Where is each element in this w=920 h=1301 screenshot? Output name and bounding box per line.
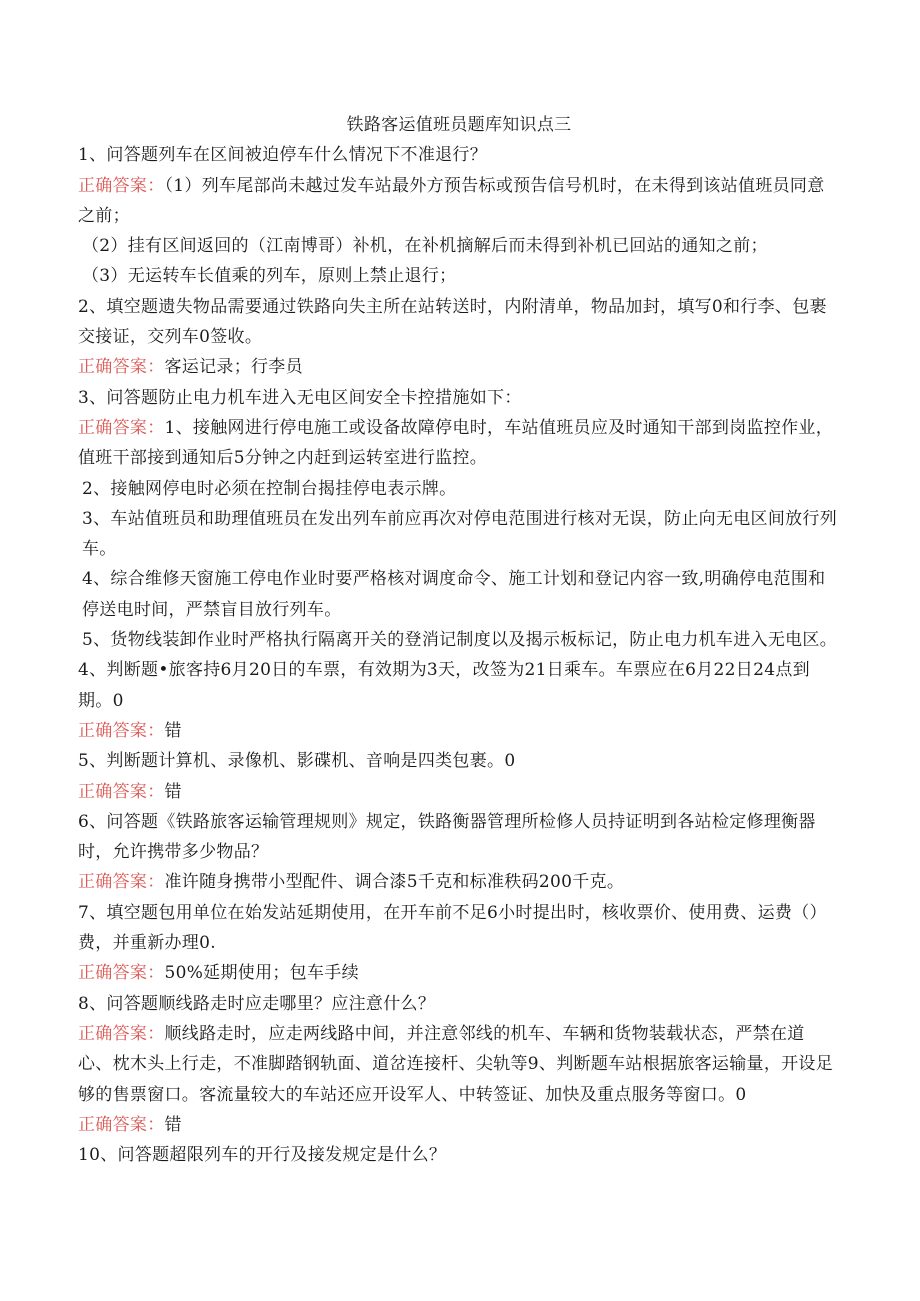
block-text: 1、接触网进行停电施工或设备故障停电时，车站值班员应及时通知干部到岗监控作业，值班干部接到通知后5分钟之内赶到运转室进行监控。 (78, 417, 834, 469)
question (78, 746, 838, 776)
block-text: 2、填空题遗失物品需要通过铁路向失主所在站转送时，内附清单，物品加封，填写0和行李、包裹交接证，交列车0签收。 (78, 296, 827, 348)
block-text: 错 (164, 781, 182, 802)
question (78, 140, 838, 170)
answer-label: 正确答案： (78, 1023, 165, 1044)
answer (78, 171, 838, 232)
answer-label: 正确答案： (78, 357, 165, 378)
block-text: 5、货物线装卸作业时严格执行隔离开关的登消记制度以及揭示板标记，防止电力机车进入无电区。 (82, 630, 838, 651)
answer-continuation (78, 564, 838, 625)
answer (78, 1110, 838, 1140)
question (78, 898, 838, 959)
document-title: 铁路客运值班员题库知识点三 (346, 115, 572, 135)
question (78, 807, 838, 868)
question (78, 1140, 838, 1170)
answer-label: 正确答案： (78, 417, 165, 438)
block-text: 2、接触网停电时必须在控制台揭挂停电表示牌。 (82, 478, 457, 499)
answer-label: 正确答案： (78, 781, 165, 802)
answer-label: 正确答案： (78, 1114, 165, 1135)
answer (78, 352, 838, 382)
block-text: 准许随身携带小型配件、调合漆5千克和标准秩码200千克。 (164, 872, 625, 893)
answer-label: 正确答案： (78, 720, 165, 741)
answer-continuation (78, 625, 838, 655)
block-text: 错 (164, 720, 182, 741)
block-text: 7、填空题包用单位在始发站延期使用，在开车前不足6小时提出时，核收票价、使用费、运费（）费，并重新办理0. (78, 902, 827, 954)
block-text: 4、判断题•旅客持6月20日的车票，有效期为3天，改签为21日乘车。车票应在6月22日24点到期。0 (78, 660, 810, 711)
question (78, 989, 838, 1019)
answer-label: 正确答案： (78, 963, 165, 984)
block-text: 50%延期使用；包车手续 (164, 963, 359, 984)
answer (78, 1019, 838, 1110)
answer-continuation (78, 231, 838, 261)
answer (78, 958, 838, 988)
block-text: （1）列车尾部尚未越过发车站最外方预告标或预告信号机时，在未得到该站值班员同意之前； (78, 175, 825, 226)
answer-label: 正确答案： (78, 175, 165, 196)
answer (78, 867, 838, 897)
answer-continuation (78, 261, 838, 291)
answer (78, 413, 838, 474)
block-text: 1、问答题列车在区间被迫停车什么情况下不准退行？ (78, 145, 488, 166)
block-text: （3）无运转车长值乘的列车，原则上禁止退行； (82, 266, 457, 287)
block-text: 客运记录；行李员 (164, 357, 303, 378)
question (78, 655, 838, 716)
block-text: 6、问答题《铁路旅客运输管理规则》规定，铁路衡器管理所检修人员持证明到各站检定修理衡器时，允许携带多少物品？ (78, 811, 816, 863)
block-text: 3、问答题防止电力机车进入无电区间安全卡控措施如下： (78, 387, 522, 408)
block-text: 8、问答题顺线路走时应走哪里？应注意什么？ (78, 993, 436, 1014)
answer-continuation (78, 474, 838, 504)
document-body (78, 140, 838, 1170)
question (78, 292, 838, 353)
block-text: 4、综合维修天窗施工停电作业时要严格核对调度命令、施工计划和登记内容一致,明确停电范围和停送电时间，严禁盲目放行列车。 (82, 569, 826, 620)
block-text: 5、判断题计算机、录像机、影碟机、音响是四类包裹。0 (78, 751, 516, 772)
answer-continuation (78, 504, 838, 565)
block-text: 错 (164, 1114, 182, 1135)
block-text: 3、车站值班员和助理值班员在发出列车前应再次对停电范围进行核对无误，防止向无电区间放行列车。 (82, 508, 838, 560)
answer (78, 716, 838, 746)
block-text: （2）挂有区间返回的（江南博哥）补机，在补机摘解后而未得到补机已回站的通知之前； (82, 236, 768, 257)
answer (78, 777, 838, 807)
block-text: 顺线路走时，应走两线路中间，并注意邻线的机车、车辆和货物装载状态，严禁在道心、枕木头上行走，不准脚踏钢轨面、道岔连接杆、尖轨等9、判断题车站根据旅客运输量，开设足够的售票窗口。客流量较大的车站还应开设军人、中转签证、加快及重点服务等窗口。0 (78, 1023, 834, 1105)
answer-label: 正确答案： (78, 872, 165, 893)
question (78, 383, 838, 413)
document-page (78, 110, 838, 1170)
block-text: 10、问答题超限列车的开行及接发规定是什么？ (78, 1145, 447, 1166)
